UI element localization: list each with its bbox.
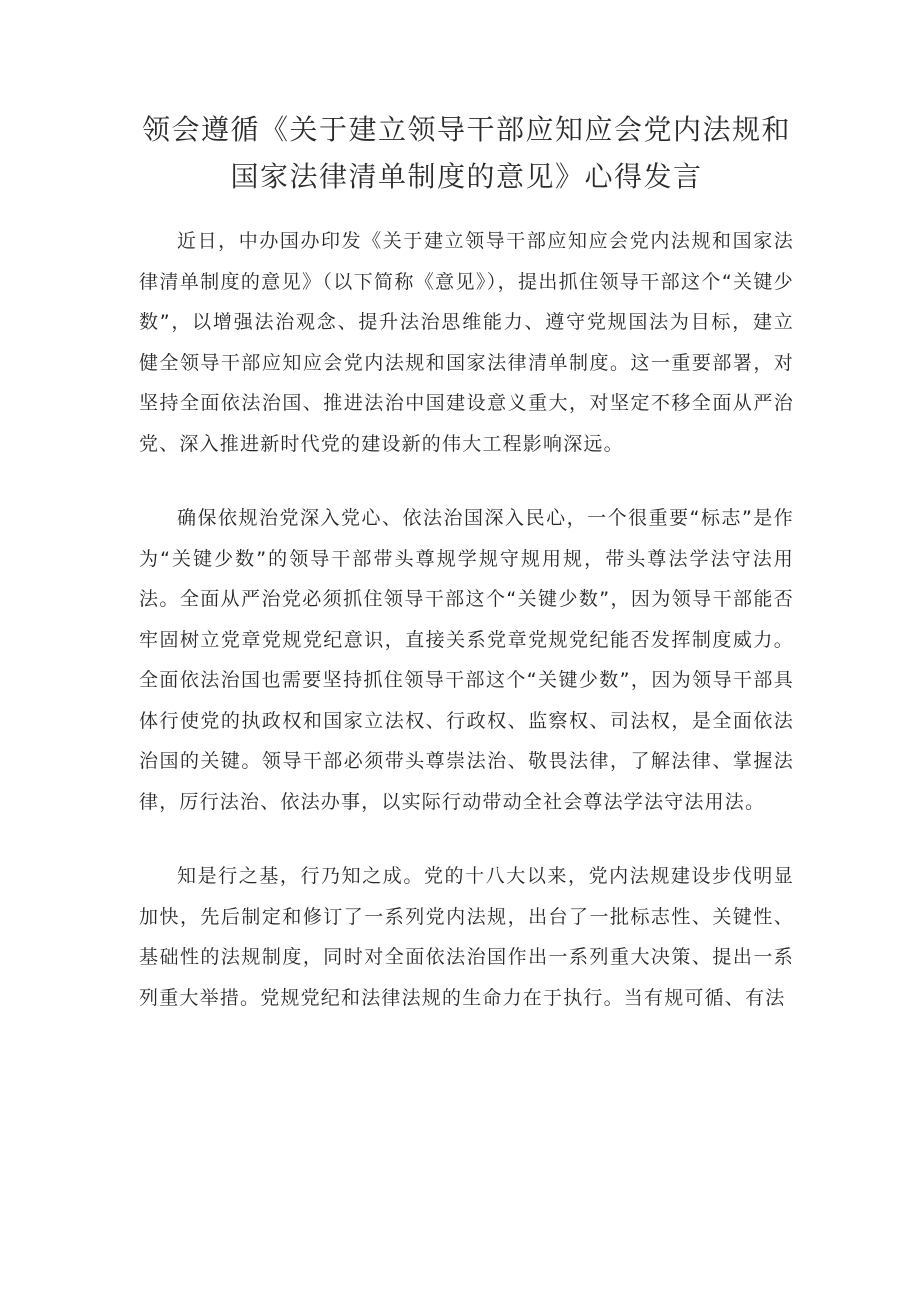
paragraph-3: 知是行之基，行乃知之成。党的十八大以来，党内法规建设步伐明显加快，先后制定和修订了一系列党内法规，出台了一批标志性、关键性、基础性的法规制度，同时对全面依法治国作出一系列重大决策、提出一系列重大举措。党规党纪和法律法规的生命力在于执行。当有规可循、有法 xyxy=(139,865,794,1009)
document-title xyxy=(139,106,794,200)
paragraph-1: 近日，中办国办印发《关于建立领导干部应知应会党内法规和国家法律清单制度的意见》（以下简称《意见》），提出抓住领导干部这个“关键少数”，以增强法治观念、提升法治思维能力、遵守党规国法为目标，建立健全领导干部应知应会党内法规和国家法律清单制度。这一重要部署，对坚持全面依法治国、推进法治中国建设意义重大，对坚定不移全面从严治党、深入推进新时代党的建设新的伟大工程影响深远。 xyxy=(139,230,794,455)
paragraph-2: 确保依规治党深入党心、依法治国深入民心，一个很重要“标志”是作为“关键少数”的领导干部带头尊规学规守规用规，带头尊法学法守法用法。全面从严治党必须抓住领导干部这个“关键少数”，因为领导干部能否牢固树立党章党规党纪意识，直接关系党章党规党纪能否发挥制度威力。全面依法治国也需要坚持抓住领导干部这个“关键少数”，因为领导干部具体行使党的执政权和国家立法权、行政权、监察权、司法权，是全面依法治国的关键。领导干部必须带头尊崇法治、敬畏法律，了解法律、掌握法律，厉行法治、依法办事，以实际行动带动全社会尊法学法守法用法。 xyxy=(139,507,794,813)
title-line-2: 国家法律清单制度的意见》心得发言 xyxy=(230,160,703,193)
title-line-1: 领会遵循《关于建立领导干部应知应会党内法规和 xyxy=(141,113,791,146)
